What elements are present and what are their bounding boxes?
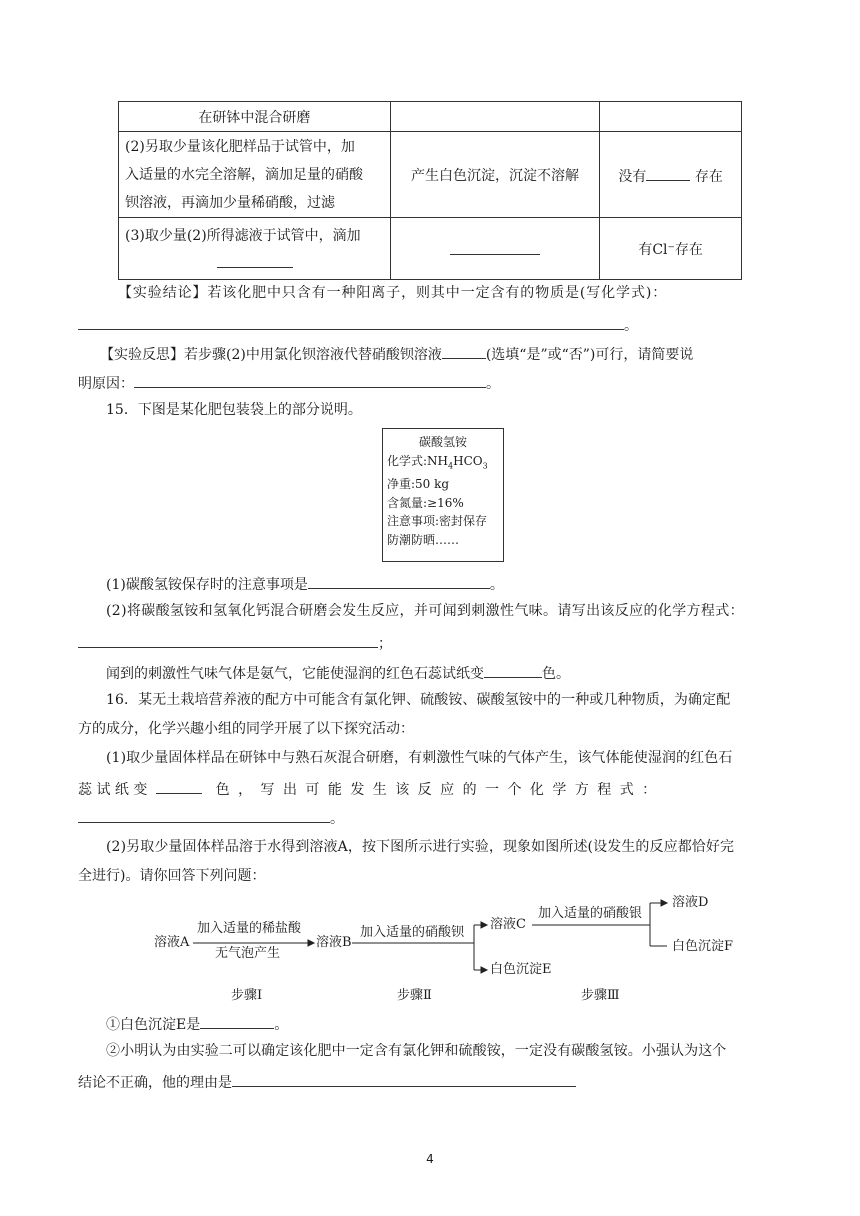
question-16-answer-2: ②小明认为由实验二可以确定该化肥中一定含有氯化钾和硫酸铵，一定没有碳酸氢铵。小强认为这个: [106, 1043, 727, 1059]
table-cell: 产生白色沉淀，沉淀不溶解: [390, 132, 600, 218]
conclusion-answer-line: 。: [78, 313, 638, 336]
solution-b: 溶液B: [316, 935, 352, 950]
step1-observation: 无气泡产生: [215, 946, 281, 961]
question-16-part-2-line-2: 全进行)。请你回答下列问题：: [78, 868, 266, 884]
precipitate-f: 白色沉淀F: [672, 939, 734, 954]
step1-reagent: 加入适量的稀盐酸: [197, 921, 302, 936]
solution-a: 溶液A: [154, 935, 190, 950]
question-15-title: 15．下图是某化肥包装袋上的部分说明。: [106, 402, 362, 418]
table-cell: 有Cl⁻存在: [600, 218, 742, 280]
label-name: 碳酸氢铵: [418, 435, 467, 449]
solution-d: 溶液D: [672, 895, 709, 910]
label-weight: 净重:50 kg: [387, 477, 450, 492]
reflection-reason-line: 明原因： 。: [78, 371, 500, 394]
label-nitrogen: 含氮量:≥16%: [387, 495, 464, 510]
question-15-part-2: (2)将碳酸氢铵和氢氧化钙混合研磨会发生反应，并可闻到刺激性气味。请写出该反应的化学方程式：: [106, 603, 744, 619]
precipitate-e: 白色沉淀E: [490, 962, 552, 977]
table-cell: (2)另取少量该化肥样品于试管中，加 入适量的水完全溶解，滴加足量的硝酸 钡溶液，再滴加少量稀硝酸，过滤: [119, 132, 391, 218]
table-cell: 在研钵中混合研磨: [119, 102, 391, 132]
answer-blank[interactable]: [232, 1070, 576, 1087]
experiment-reflection: 【实验反思】若步骤(2)中用氯化钡溶液代替硝酸钡溶液 (选填“是”或“否”)可行，请简要说: [100, 342, 693, 365]
step-3-label: 步骤Ⅲ: [581, 988, 620, 1003]
table-cell: 没有 存在: [600, 132, 742, 218]
question-15-part-3: 闻到的刺激性气味气体是氨气，它能使湿润的红色石蕊试纸变 色。: [106, 661, 570, 684]
question-16-part-1-line-2: 蕊 试 纸 变 色 ， 写 出 可 能 发 生 该 反 应 的 一 个 化 学 方 程 式 ：: [78, 777, 656, 800]
label-formula: 化学式$:NH_4HCO_3$: [387, 453, 488, 470]
experiment-conclusion: 【实验结论】若该化肥中只含有一种阳离子，则其中一定含有的物质是(写化学式)：: [118, 285, 668, 301]
question-16-answer-1: ①白色沉淀E是 。: [106, 1012, 288, 1035]
step2-reagent: 加入适量的硝酸钡: [360, 925, 465, 940]
table-cell: (3)取少量(2)所得滤液于试管中，滴加: [119, 218, 391, 280]
answer-blank[interactable]: [200, 1012, 274, 1029]
label-notes: 注意事项:密封保存: [387, 514, 488, 529]
question-16-equation-line: 。: [78, 806, 344, 829]
question-16-intro-2: 方的成分，化学兴趣小组的同学开展了以下探究活动：: [78, 721, 414, 737]
question-16-part-1: (1)取少量固体样品在研钵中与熟石灰混合研磨，有刺激性气味的气体产生，该气体能使湿润的红色石: [106, 750, 733, 766]
step-1-label: 步骤Ⅰ: [231, 988, 263, 1003]
label-notes: 防潮防晒……: [387, 532, 460, 547]
question-16-answer-2-line-2: 结论不正确，他的理由是: [78, 1070, 576, 1093]
question-16-intro: 16．某无土栽培营养液的配方中可能含有氯化钾、硫酸铵、碳酸氢铵中的一种或几种物质，为确定配: [106, 692, 731, 708]
step3-reagent: 加入适量的硝酸银: [538, 906, 643, 921]
solution-c: 溶液C: [490, 917, 526, 932]
page-number: 4: [426, 1152, 434, 1166]
question-16-part-2: (2)另取少量固体样品溶于水得到溶液A，按下图所示进行实验，现象如图所述(设发生的反应都恰好完: [106, 839, 735, 855]
step-2-label: 步骤Ⅱ: [397, 988, 432, 1003]
question-15-part-1: (1)碳酸氢铵保存时的注意事项是 。: [106, 572, 504, 595]
question-15-equation-line: ；: [78, 631, 392, 654]
